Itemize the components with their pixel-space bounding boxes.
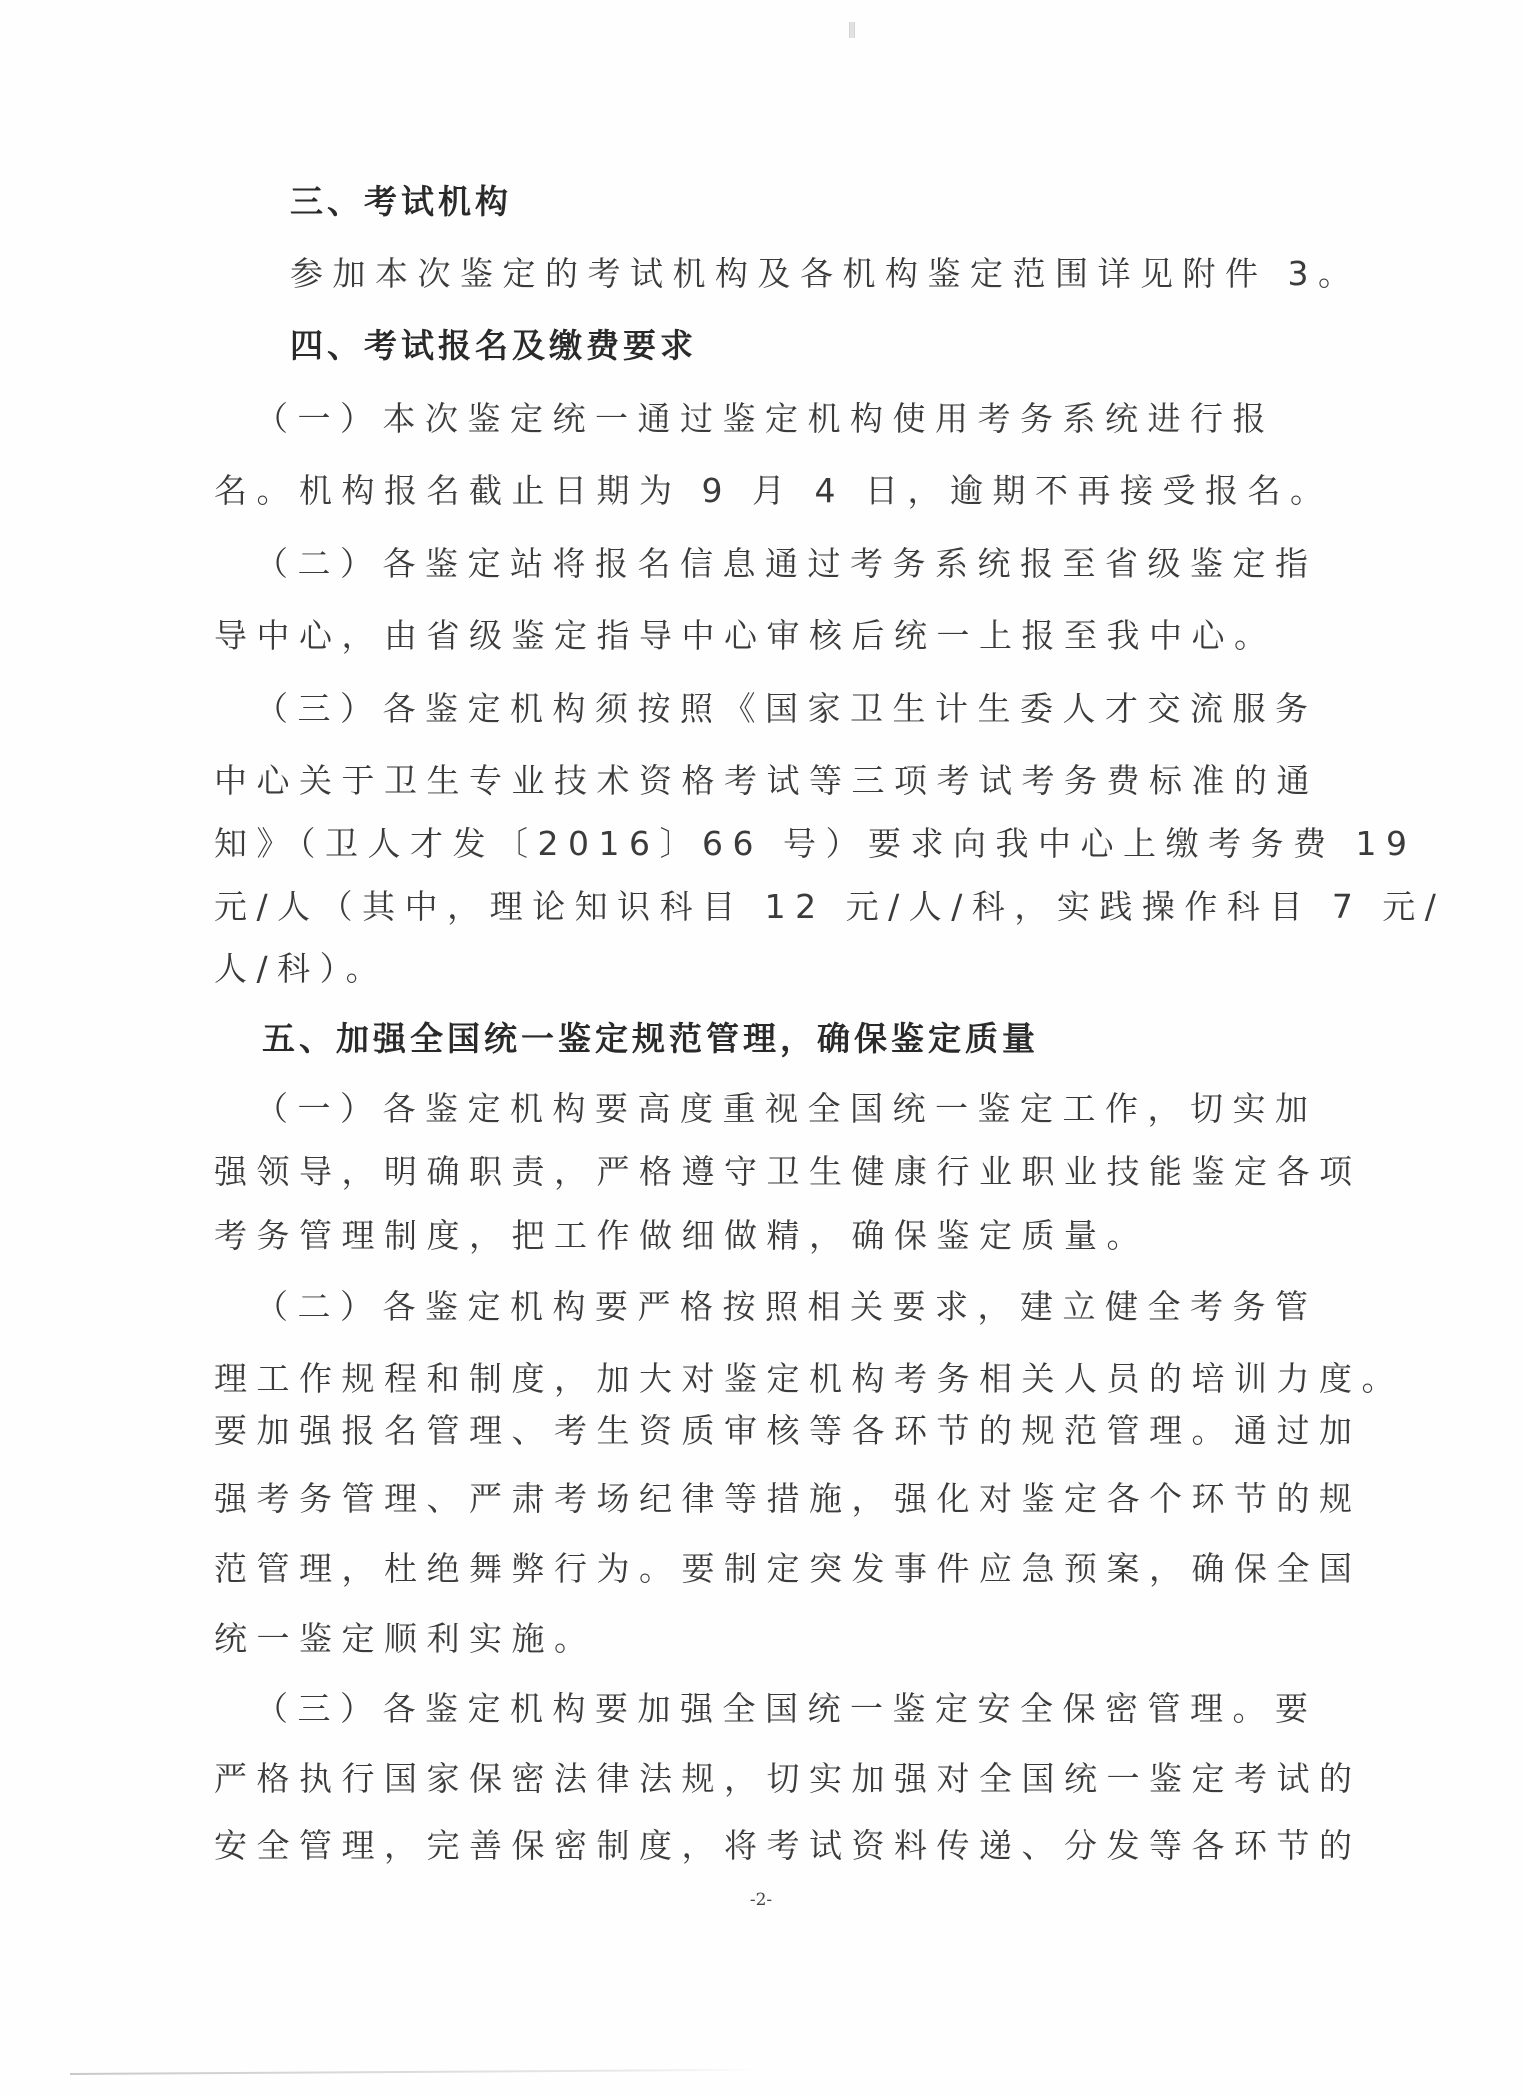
paragraph-line: 人/科）。 xyxy=(214,949,389,988)
paragraph-line: 安全管理，完善保密制度，将考试资料传递、分发等各环节的 xyxy=(214,1826,1362,1865)
paragraph-line: （二）各鉴定站将报名信息通过考务系统报至省级鉴定指 xyxy=(255,544,1318,583)
paragraph-line: 名。机构报名截止日期为 9 月 4 日，逾期不再接受报名。 xyxy=(214,471,1333,510)
paragraph-line: 严格执行国家保密法律法规，切实加强对全国统一鉴定考试的 xyxy=(214,1759,1362,1798)
paragraph-line: 要加强报名管理、考生资质审核等各环节的规范管理。通过加 xyxy=(214,1411,1362,1450)
scan-edge-line xyxy=(70,2069,760,2075)
paragraph-line: 范管理，杜绝舞弊行为。要制定突发事件应急预案，确保全国 xyxy=(214,1549,1362,1588)
scan-artifact-mark xyxy=(849,22,855,38)
page-number: -2- xyxy=(749,1890,773,1910)
paragraph-line: 考务管理制度，把工作做细做精，确保鉴定质量。 xyxy=(214,1216,1149,1255)
paragraph-line: （三）各鉴定机构须按照《国家卫生计生委人才交流服务 xyxy=(255,689,1318,728)
paragraph-line: 强考务管理、严肃考场纪律等措施，强化对鉴定各个环节的规 xyxy=(214,1479,1362,1518)
paragraph-line: （一）本次鉴定统一通过鉴定机构使用考务系统进行报 xyxy=(255,399,1275,438)
section-heading-registration-fees: 四、考试报名及缴费要求 xyxy=(290,326,697,365)
section-heading-standardized-management: 五、加强全国统一鉴定规范管理，确保鉴定质量 xyxy=(262,1019,1039,1058)
paragraph-line: 元/人（其中，理论知识科目 12 元/人/科，实践操作科目 7 元/ xyxy=(214,887,1446,926)
paragraph-line: 参加本次鉴定的考试机构及各机构鉴定范围详见附件 3。 xyxy=(290,254,1361,293)
section-heading-exam-institutions: 三、考试机构 xyxy=(290,182,512,221)
paragraph-line: 理工作规程和制度，加大对鉴定机构考务相关人员的培训力度。 xyxy=(214,1359,1404,1398)
paragraph-line: （三）各鉴定机构要加强全国统一鉴定安全保密管理。要 xyxy=(255,1689,1318,1728)
paragraph-line: 导中心，由省级鉴定指导中心审核后统一上报至我中心。 xyxy=(214,616,1277,655)
paragraph-line: 中心关于卫生专业技术资格考试等三项考试考务费标准的通 xyxy=(214,761,1319,800)
paragraph-line: （一）各鉴定机构要高度重视全国统一鉴定工作，切实加 xyxy=(255,1089,1318,1128)
paragraph-line: 统一鉴定顺利实施。 xyxy=(214,1619,597,1658)
paragraph-line: 知》（卫人才发〔2016〕66 号）要求向我中心上缴考务费 19 xyxy=(214,824,1417,863)
paragraph-line: （二）各鉴定机构要严格按照相关要求，建立健全考务管 xyxy=(255,1287,1318,1326)
paragraph-line: 强领导，明确职责，严格遵守卫生健康行业职业技能鉴定各项 xyxy=(214,1152,1362,1191)
